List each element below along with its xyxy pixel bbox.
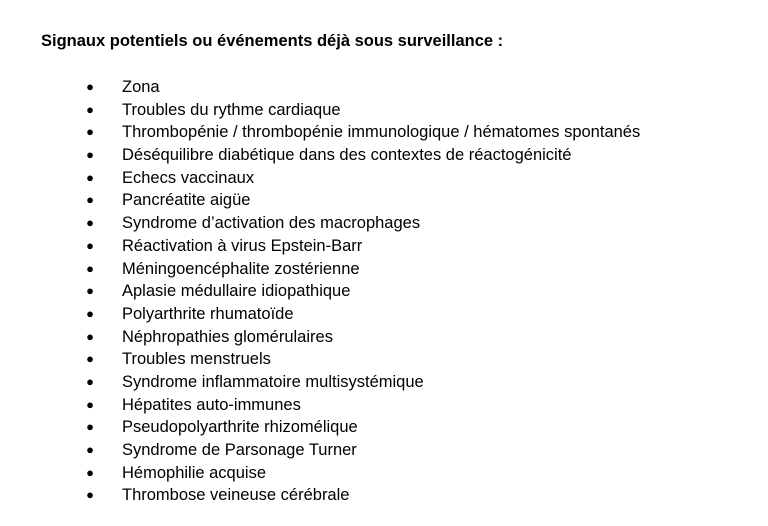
list-item-text: Néphropathies glomérulaires [122, 327, 333, 346]
bullet-icon: ● [86, 169, 94, 185]
bullet-icon: ● [86, 101, 94, 117]
list-item-text: Déséquilibre diabétique dans des contextes de réactogénicité [122, 146, 572, 165]
bullet-icon: ● [86, 328, 94, 344]
bullet-icon: ● [86, 147, 94, 163]
bullet-icon: ● [86, 305, 94, 321]
list-item-text: Aplasie médullaire idiopathique [122, 282, 351, 301]
bullet-icon: ● [86, 79, 94, 94]
bullet-icon: ● [86, 351, 94, 367]
bullet-icon: ● [86, 192, 94, 208]
list-item-text: Troubles menstruels [122, 350, 271, 369]
list-item-text: Pancréatite aigüe [122, 191, 251, 210]
list-item-text: Troubles du rythme cardiaque [122, 100, 341, 119]
list-item-text: Echecs vaccinaux [122, 168, 255, 187]
bullet-icon: ● [86, 237, 94, 253]
list-item-text: Syndrome de Parsonage Turner [122, 441, 357, 459]
list-item-text: Zona [122, 78, 160, 96]
bullet-icon: ● [86, 419, 94, 435]
list-item-text: Syndrome d’activation des macrophages [122, 214, 421, 233]
bullet-icon: ● [86, 464, 94, 480]
bullet-icon: ● [86, 124, 94, 140]
bullet-icon: ● [86, 442, 94, 457]
list-item-text: Syndrome inflammatoire multisystémique [122, 372, 424, 391]
bullet-icon: ● [86, 396, 94, 412]
list-item-text: Réactivation à virus Epstein-Barr [122, 236, 363, 255]
list-item-text: Hépatites auto-immunes [122, 395, 301, 414]
bullet-icon: ● [86, 373, 94, 389]
list-item-text: Méningoencéphalite zostérienne [122, 259, 360, 278]
section-heading: Signaux potentiels ou événements déjà sous surveillance : [41, 32, 504, 50]
bullet-icon: ● [86, 283, 94, 299]
list-item-text: Thrombose veineuse cérébrale [122, 486, 350, 505]
bullet-icon: ● [86, 215, 94, 231]
list-item-text: Hémophilie acquise [122, 463, 266, 482]
bullet-icon: ● [86, 260, 94, 276]
bullet-icon: ● [86, 487, 94, 503]
list-item-text: Pseudopolyarthrite rhizomélique [122, 418, 358, 437]
list-item-text: Thrombopénie / thrombopénie immunologique / hématomes spontanés [122, 123, 641, 142]
list-item-text: Polyarthrite rhumatoïde [122, 304, 294, 323]
